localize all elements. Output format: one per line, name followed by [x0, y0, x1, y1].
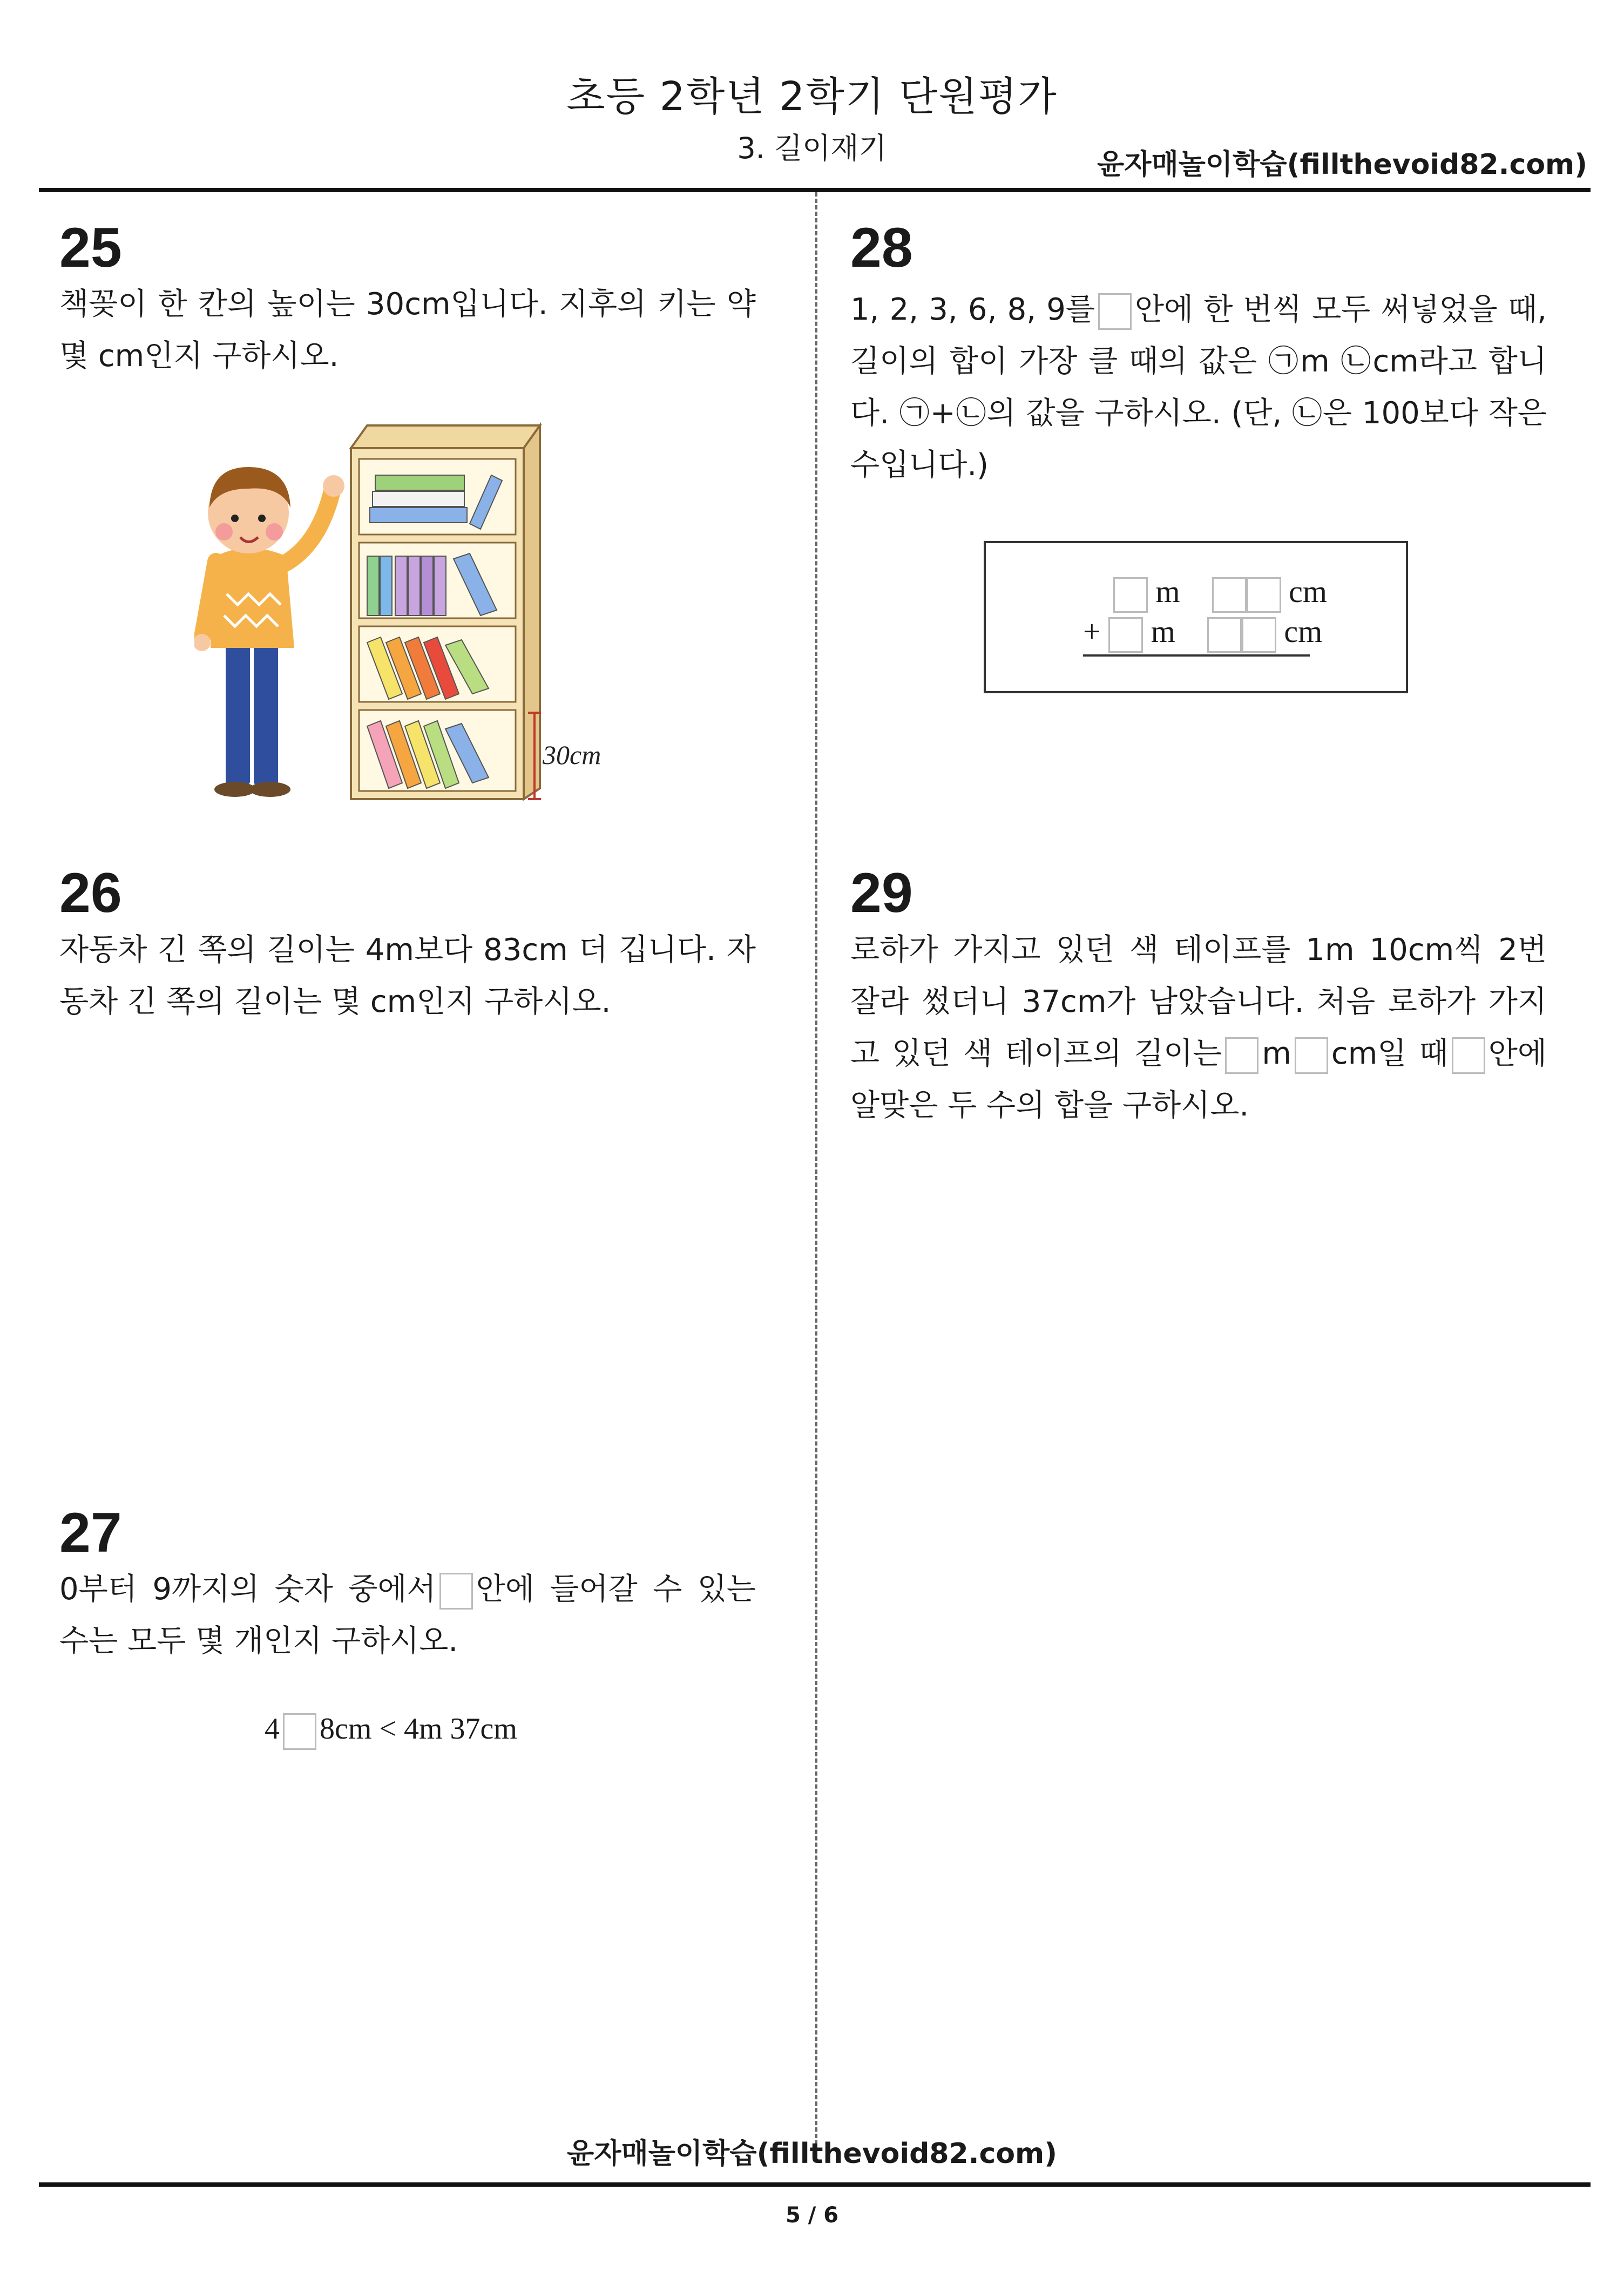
- digit-box[interactable]: [1212, 577, 1247, 613]
- expression-blank-box[interactable]: [283, 1713, 316, 1750]
- addend-row-1: [1113, 573, 1327, 613]
- column-divider: [815, 192, 817, 2158]
- page-title: 초등 2학년 2학기 단원평가: [566, 73, 1058, 120]
- addend-row-2: [1083, 613, 1322, 653]
- question-28-text: [850, 284, 1547, 491]
- question-25-number: 25: [59, 217, 122, 279]
- header-rule: [39, 188, 1591, 192]
- q28-text-after: 안에 한 번씩 모두 써넣었을 때, 길이의 합이 가장 클 때의 값은 ㉠m ㉡cm라고 합니다. ㉠+㉡의 값을 구하시오. (단, ㉡은 100보다 작은 수입니다.): [850, 292, 1547, 483]
- q27-text-before: 0부터 9까지의 숫자 중에서: [59, 1572, 436, 1607]
- q27-expression: [265, 1712, 517, 1750]
- question-26-text: 자동차 긴 쪽의 길이는 4m보다 83cm 더 깁니다. 자동차 긴 쪽의 길이는 몇 cm인지 구하시오.: [59, 932, 756, 1019]
- answer-blank-box[interactable]: [1225, 1037, 1258, 1074]
- question-27-text: [59, 1564, 756, 1667]
- q27-text-after: 안에 들어갈 수 있는 수는 모두 몇 개인지 구하시오.: [59, 1572, 756, 1659]
- footer-rule: [39, 2182, 1591, 2187]
- height-label: 30cm: [543, 740, 601, 770]
- unit-m: m: [1155, 574, 1180, 609]
- answer-blank-box[interactable]: [1295, 1037, 1328, 1074]
- answer-blank-box[interactable]: [1098, 293, 1132, 330]
- addition-frame: [984, 541, 1408, 693]
- q27-expr-mid: 8cm < 4m 37cm: [320, 1712, 517, 1746]
- digit-box[interactable]: [1207, 617, 1242, 653]
- plus-sign: +: [1083, 614, 1101, 649]
- page-number: 5 / 6: [785, 2203, 839, 2228]
- question-25-text: 책꽂이 한 칸의 높이는 30cm입니다. 지후의 키는 약 몇 cm인지 구하시오.: [59, 287, 756, 374]
- question-28-number: 28: [850, 217, 913, 279]
- q29-text-before: 로하가 가지고 있던 색 테이프를 1m 10cm씩 2번 잘라 썼더니 37cm가 남았습니다. 처음 로하가 가지고 있던 색 테이프의 길이는: [850, 932, 1547, 1071]
- q28-text-before: 1, 2, 3, 6, 8, 9를: [850, 292, 1095, 327]
- question-26-number: 26: [59, 862, 122, 924]
- question-29-number: 29: [850, 862, 913, 924]
- bookshelf-figure: [194, 421, 637, 810]
- sum-line: [1083, 654, 1310, 657]
- q29-unit-m: m: [1262, 1036, 1291, 1071]
- unit-m: m: [1151, 614, 1175, 649]
- answer-blank-box[interactable]: [439, 1573, 473, 1610]
- digit-box[interactable]: [1242, 617, 1276, 653]
- brand-footer: 윤자매놀이학습(fillthevoid82.com): [566, 2138, 1057, 2170]
- q29-text-after: 안에 알맞은 두 수의 합을 구하시오.: [850, 1036, 1547, 1123]
- question-27-number: 27: [59, 1502, 122, 1564]
- unit-subtitle: 3. 길이재기: [737, 131, 887, 165]
- unit-cm: cm: [1289, 574, 1327, 609]
- q27-expr-left: 4: [265, 1712, 280, 1746]
- question-29-text: [850, 924, 1547, 1132]
- bookshelf: [351, 425, 540, 799]
- unit-cm: cm: [1284, 614, 1323, 649]
- digit-box[interactable]: [1108, 617, 1143, 653]
- answer-blank-box[interactable]: [1452, 1037, 1485, 1074]
- brand-header: 윤자매놀이학습(fillthevoid82.com): [1097, 148, 1587, 181]
- q29-unit-cm: cm일 때: [1331, 1036, 1449, 1071]
- boy-illustration: [194, 467, 344, 797]
- digit-box[interactable]: [1113, 577, 1148, 613]
- digit-box[interactable]: [1247, 577, 1281, 613]
